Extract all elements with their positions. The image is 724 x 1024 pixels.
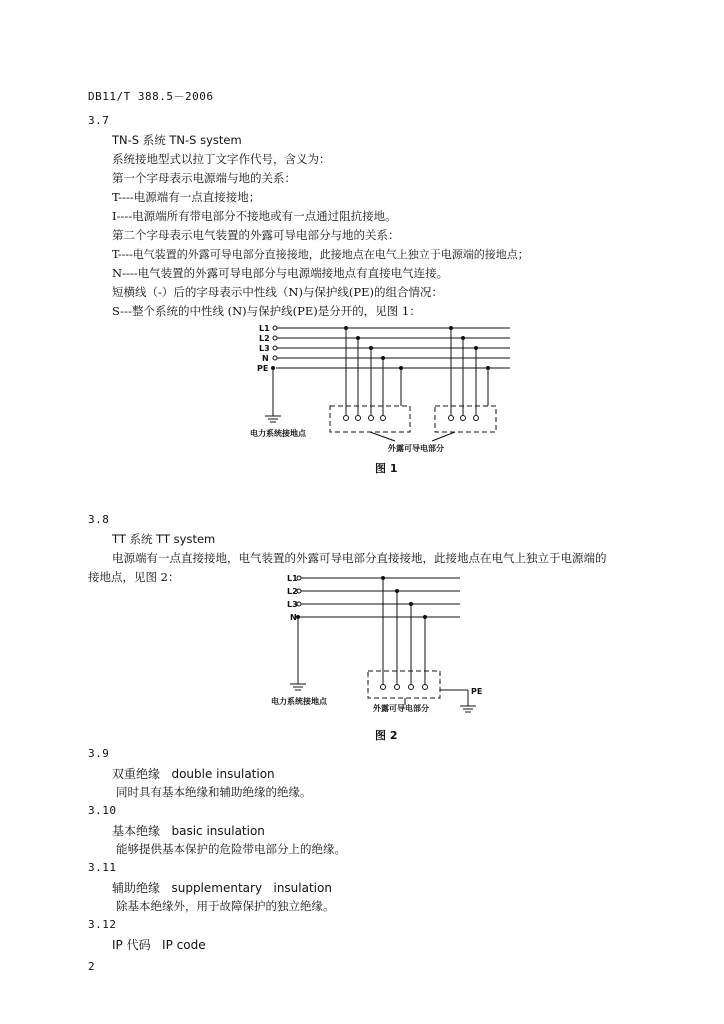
term-cn: 辅助绝缘 [112, 881, 161, 895]
term-en: basic insulation [171, 824, 265, 838]
fig1-exposed-label: 外露可导电部分 [388, 444, 444, 453]
figure-2-caption: 图 2 [375, 729, 398, 742]
standard-code: DB11/T 388.5－2006 [88, 90, 214, 103]
section-title-3-11 [112, 879, 332, 896]
s37-line: 系统接地型式以拉丁文字作代号，含义为： [112, 152, 331, 166]
section-title-3-10 [112, 822, 265, 839]
s37-line: S---整个系统的中性线 (N)与保护线(PE)是分开的，见图 1： [112, 304, 421, 318]
section-title-3-12 [112, 936, 206, 953]
fig1-ground-label: 电力系统接地点 [250, 429, 306, 438]
fig2-label-pe: PE [471, 687, 483, 696]
definition-3-11: 除基本绝缘外，用于故障保护的独立绝缘。 [116, 899, 335, 913]
definition-3-10: 能够提供基本保护的危险带电部分上的绝缘。 [116, 842, 346, 856]
fig2-label-n: N [290, 613, 297, 622]
s37-line: 第一个字母表示电源端与地的关系： [112, 171, 296, 185]
section-title-3-9 [112, 765, 275, 782]
s37-line: T----电气装置的外露可导电部分直接接地，此接地点在电气上独立于电源端的接地点； [112, 248, 529, 261]
figure-1-caption: 图 1 [375, 462, 398, 475]
s38-text-line2: 接地点，见图 2： [88, 570, 180, 584]
fig2-label-l1: L1 [287, 574, 298, 583]
section-title-3-8: TT 系统 TT system [112, 532, 216, 546]
fig1-label-l2: L2 [259, 334, 270, 343]
s38-text-line1: 电源端有一点直接接地，电气装置的外露可导电部分直接接地，此接地点在电气上独立于电源端的 [112, 551, 607, 565]
page-number: 2 [88, 960, 96, 973]
term-cn: 基本绝缘 [112, 824, 161, 838]
section-number-3-9: 3.9 [88, 747, 110, 760]
term-en: supplementary insulation [171, 881, 332, 895]
section-title-3-7: TN-S 系统 TN-S system [112, 133, 242, 147]
definition-3-9: 同时具有基本绝缘和辅助绝缘的绝缘。 [116, 785, 312, 799]
fig2-ground-label: 电力系统接地点 [271, 697, 327, 706]
section-number-3-12: 3.12 [88, 918, 117, 931]
fig2-label-l2: L2 [287, 587, 298, 596]
term-en: double insulation [171, 767, 275, 781]
exposed-part-enclosure [368, 671, 440, 698]
s37-line: T----电源端有一点直接接地； [112, 190, 261, 204]
term-en: IP code [162, 938, 206, 952]
section-number-3-10: 3.10 [88, 804, 117, 817]
term-cn: 双重绝缘 [112, 767, 161, 781]
section-number-3-7: 3.7 [88, 114, 110, 127]
fig2-label-l3: L3 [287, 600, 298, 609]
section-number-3-11: 3.11 [88, 861, 117, 874]
fig1-label-l3: L3 [259, 344, 270, 353]
s37-line: 短横线（-）后的字母表示中性线（N)与保护线(PE)的组合情况： [112, 285, 444, 299]
section-number-3-8: 3.8 [88, 513, 110, 526]
fig1-label-n: N [262, 354, 269, 363]
fig1-label-l1: L1 [259, 324, 270, 333]
s37-line: N----电气装置的外露可导电部分与电源端接地点有直接电气连接。 [112, 266, 449, 280]
s37-line: I----电源端所有带电部分不接地或有一点通过阻抗接地。 [112, 209, 397, 223]
fig1-label-pe: PE [257, 364, 269, 373]
term-cn: IP 代码 [112, 938, 151, 952]
fig2-exposed-label: 外露可导电部分 [373, 704, 429, 713]
s37-line: 第二个字母表示电气装置的外露可导电部分与地的关系： [112, 228, 400, 242]
